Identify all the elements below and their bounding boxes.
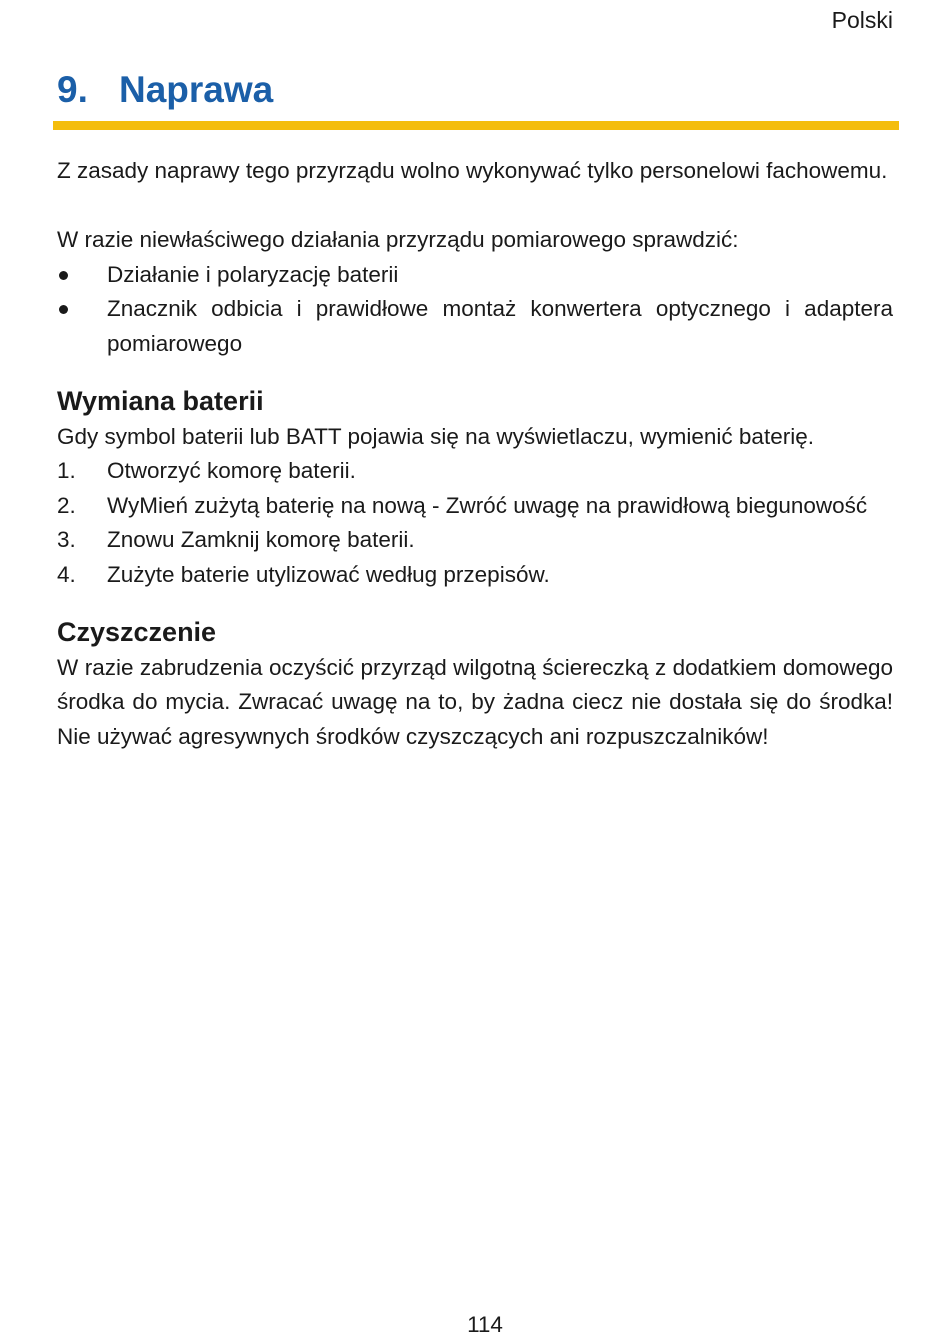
spacer [57,593,893,613]
bullet-icon [59,305,68,314]
cleaning-paragraph: W razie zabrudzenia oczyścić przyrząd wilgotną ściereczką z dodatkiem domowego środka do mycia. Zwracać uwagę na to, by żadna ciecz nie dostała się do środka! Nie używać agresywnych środków czyszczących ani rozpuszczalników! [57,654,893,749]
step-number: 2. [57,492,76,518]
list-item-text: Działanie i polaryzację baterii [107,261,399,287]
list-item-text: Znacznik odbicia i prawidłowe montaż konwertera optycznego i adaptera pomiarowego [107,296,893,356]
chapter-number: 9. [57,69,88,110]
chapter-title-text: Naprawa [119,69,274,110]
list-item [57,258,893,293]
battery-heading: Wymiana baterii [57,385,264,416]
bullet-icon [59,271,68,280]
step-text: Otworzyć komorę baterii. [107,458,356,484]
page-number: 114 [467,1312,503,1337]
list-item [57,292,893,361]
step-number: 3. [57,527,76,553]
step-number: 4. [57,561,76,587]
step-text: Znowu Zamknij komorę baterii. [107,527,415,553]
malfunction-lead: W razie niewłaściwego działania przyrządu pomiarowego sprawdzić: [57,227,739,253]
list-item [57,489,893,524]
malfunction-checklist [57,258,893,362]
battery-lead: Gdy symbol baterii lub BATT pojawia się na wyświetlaczu, wymienić baterię. [57,423,814,449]
page-content [57,154,893,754]
language-label: Polski [831,7,893,33]
step-number: 1. [57,458,76,484]
spacer [57,189,893,224]
spacer [57,362,893,382]
list-item [57,558,893,593]
title-underline [53,121,899,130]
step-text: Zużyte baterie utylizować według przepisów. [107,561,550,587]
list-item [57,523,893,558]
step-text: WyMień zużytą baterię na nową - Zwróć uwagę na prawidłową biegunowość [107,492,868,518]
list-item [57,454,893,489]
chapter-title [57,66,273,114]
cleaning-heading: Czyszczenie [57,616,217,647]
battery-steps [57,454,893,592]
intro-paragraph: Z zasady naprawy tego przyrządu wolno wykonywać tylko personelowi fachowemu. [57,158,888,183]
